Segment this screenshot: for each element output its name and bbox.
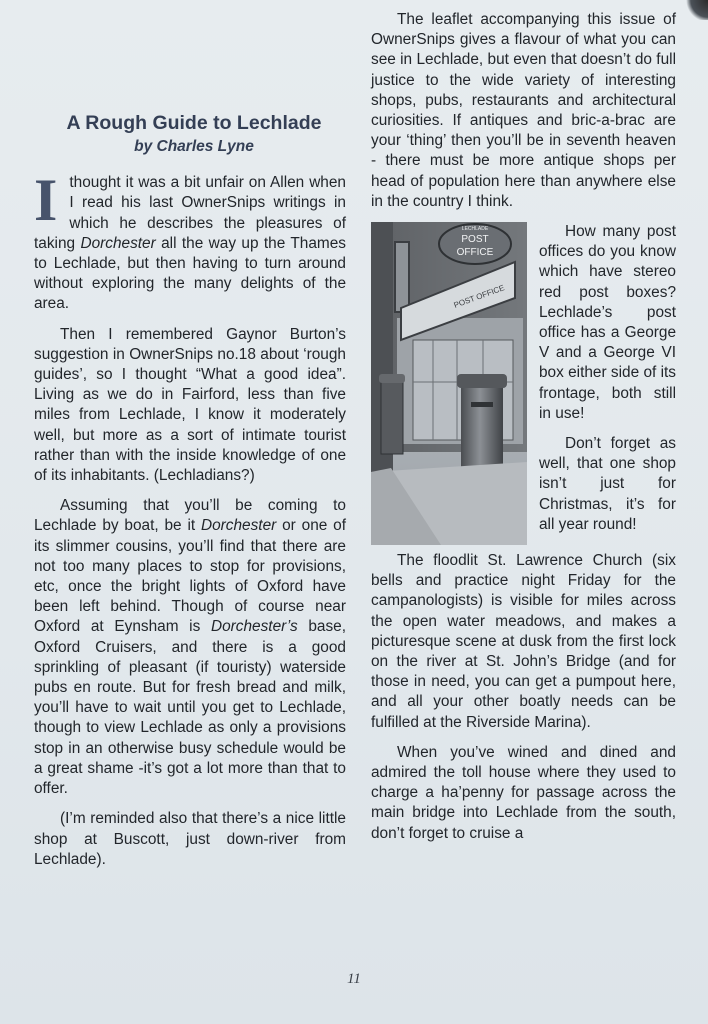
paragraph-9: When you’ve wined and dined and admired the toll house where they used to charge a ha’penny for passage across the main bridge into Lechlade from the south, don’t forget to cruise a bbox=[371, 743, 676, 842]
left-column bbox=[34, 110, 346, 880]
sign-small-text: LECHLADE bbox=[461, 226, 489, 233]
paragraph-1: Ithought it was a bit unfair on Allen when I read his last OwnerSnips writings in which he describes the pleasures of taking Dorchester all the way up the Thames to Lechlade, but then having to turn around without exploring the many delights of the area. bbox=[34, 167, 346, 313]
page-number: 11 bbox=[347, 971, 361, 987]
right-column bbox=[371, 10, 676, 854]
post-office-photo bbox=[371, 222, 527, 545]
article-byline: by Charles Lyne bbox=[134, 138, 254, 155]
article-title: A Rough Guide to Lechlade bbox=[66, 112, 322, 134]
paragraph-8: The floodlit St. Lawrence Church (six bells and practice night Friday for the campanologists) is visible for miles across the open water meadows, and makes a picturesque scene at dusk from the first lock on the river at St. John’s Bridge (and for those in need, you can get a pumpout here, and all your other boatly needs can be fulfilled at the Riverside Marina). bbox=[371, 552, 676, 731]
paragraph-2: Then I remembered Gaynor Burton’s suggestion in OwnerSnips no.18 about ‘rough guides’, so I thought “What a good idea”. Living as we do in Fairford, less than five miles from Lechlade, I know it moderately well, but more as a sort of intimate tourist rather than with the inside knowledge of one of its inhabitants. (Lechladians?) bbox=[34, 325, 346, 485]
paragraph-7: Don’t forget as well, that one shop isn’t just for Christmas, it’s for all year round! bbox=[539, 435, 676, 533]
page-corner-shadow bbox=[684, 0, 708, 20]
paragraph-3: Assuming that you’ll be coming to Lechlade by boat, be it Dorchester or one of its slimmer cousins, you’ll find that there are not too many places to stop for provisions, etc, once the bright lights of Oxford have been left behind. Though of course near Oxford at Eynsham is Dorchester’s base, Oxford Cruisers, and there is a good sprinkling of pleasant (if touristy) waterside pubs en route. But for fresh bread and milk, you’ll have to wait until you get to Lechlade, though to view Lechlade as only a provisions stop in an otherwise busy schedule would be a great shame -it’s got a lot more than that to offer. bbox=[34, 497, 346, 798]
post-office-photo-image bbox=[371, 222, 527, 545]
drop-cap: I bbox=[34, 167, 58, 234]
paragraph-4: (I’m reminded also that there’s a nice little shop at Buscott, just down-river from Lechlade). bbox=[34, 810, 346, 868]
sign-text-line2: OFFICE bbox=[456, 247, 494, 259]
sign-text-line1: POST bbox=[461, 234, 489, 246]
fascia-text: POST OFFICE bbox=[452, 283, 506, 310]
paragraph-6: How many post offices do you know which have stereo red post boxes? Lechlade’s post office has a George V and a George VI box either side of its frontage, both still in use! bbox=[539, 223, 676, 422]
paragraph-5: The leaflet accompanying this issue of OwnerSnips gives a flavour of what you can see in Lechlade, but even that doesn’t do full justice to the wide variety of interesting shops, pubs, restaurants and architectural curiosities. If antiques and bric-a-brac are your ‘thing’ then you’ll be in seventh heaven - there must be more antique shops per head of population here than anywhere else in the country I think. bbox=[371, 11, 676, 210]
